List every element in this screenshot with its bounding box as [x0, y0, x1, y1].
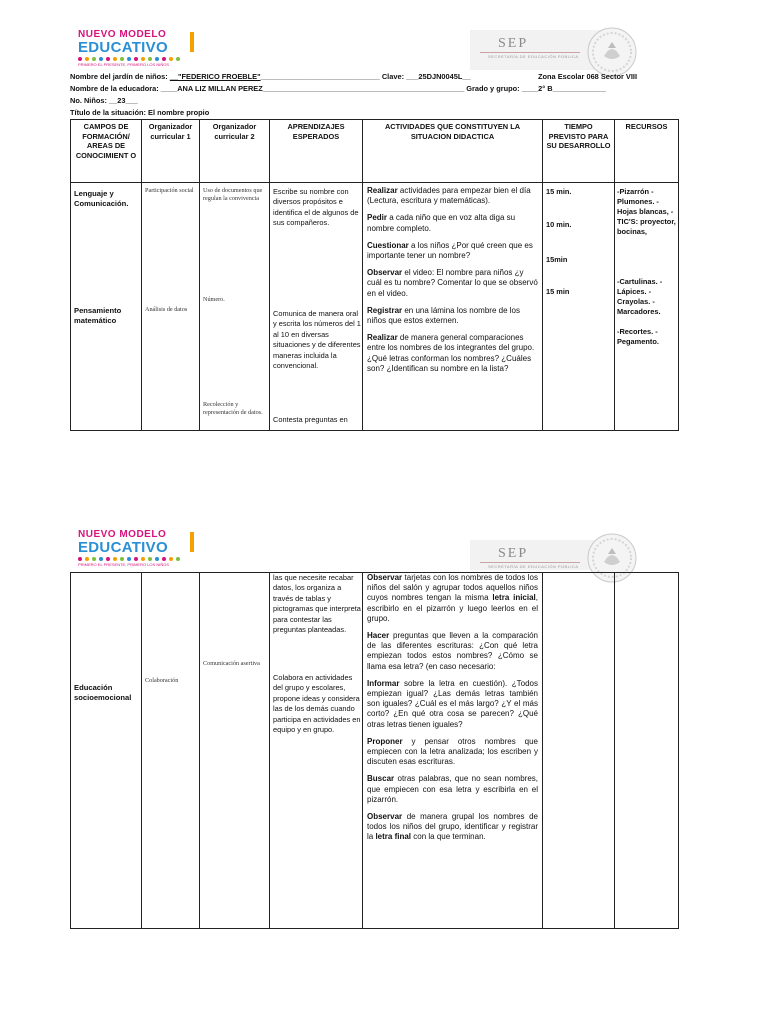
planning-table-2	[70, 572, 679, 929]
clave-label: Clave:	[381, 72, 405, 81]
recursos-grupo-1: -Pizarrón -Plumones. -Hojas blancas, -TIC'S: proyector, bocinas,	[617, 187, 676, 236]
activity-item	[367, 241, 538, 261]
aprendizajes-cell	[270, 183, 363, 431]
activity-verb: Cuestionar	[367, 240, 409, 250]
table-row	[71, 573, 679, 929]
planning-table-1	[70, 119, 679, 431]
activity-text: sobre la letra en cuestión). ¿Todos empiezan igual? ¿Las demás letras también son iguales? ¿Cuál es el más largo? ¿Y el más corto? ¿En qué otra cosa se parecen? ¿Qué otras letras tienen iguales?	[367, 678, 538, 729]
logo-bar	[190, 532, 194, 552]
header-organizador-2: Organizador curricular 2	[200, 120, 270, 183]
activity-verb: Proponer	[367, 736, 403, 746]
activity-text: a los niños ¿Por qué creen que es importante tener un nombre?	[367, 240, 533, 261]
sep-logo-line	[480, 52, 580, 53]
activity-verb: Observar	[367, 268, 403, 278]
activity-highlight: letra final	[375, 832, 412, 842]
grado-value: ____2° B_____________	[521, 84, 607, 93]
educadora-underline: _________________________________________________	[262, 84, 465, 93]
activity-item	[367, 573, 538, 624]
educadora-value: ____ANA LIZ MILLAN PEREZ	[160, 84, 263, 93]
logo-main-text: EDUCATIVO	[78, 39, 168, 56]
jardin-label: Nombre del jardín de niños:	[70, 72, 168, 81]
tiempo-1: 15 min.	[546, 187, 572, 196]
educadora-label: Nombre de la educadora:	[70, 84, 159, 93]
activity-text: el video: El nombre para niños ¿y cuál es tu nombre? Comentar lo que se observó en el video.	[367, 268, 538, 298]
activity-text: de manera grupal los nombres de todos los niños del grupo, identificar y registrar la	[367, 812, 538, 842]
activity-verb: Registrar	[367, 305, 403, 315]
ninos-line	[70, 96, 138, 105]
activity-verb: Realizar	[367, 186, 398, 195]
org2-numero: Número.	[203, 296, 225, 303]
tiempo-cell	[543, 183, 615, 431]
header-tiempo: TIEMPO PREVISTO PARA SU DESARROLLO	[543, 120, 615, 183]
activity-verb: Hacer	[367, 631, 390, 641]
mexico-seal-icon	[586, 26, 638, 78]
header-aprendizajes: APRENDIZAJES ESPERADOS	[270, 120, 363, 183]
sep-logo-subtitle: SECRETARÍA DE EDUCACIÓN PÚBLICA	[488, 54, 579, 59]
campo-pensamiento: Pensamiento matemático	[74, 306, 122, 325]
header-campos: CAMPOS DE FORMACIÓN/ AREAS DE CONOCIMIENT O	[71, 120, 142, 183]
nuevo-modelo-educativo-logo	[78, 530, 208, 570]
header-organizador-1: Organizador curricular 1	[142, 120, 200, 183]
aprendizajes-cell	[270, 573, 363, 929]
organizador-1-cell	[142, 573, 200, 929]
activity-item	[367, 333, 538, 374]
table-header-row	[71, 120, 679, 183]
activity-item	[367, 268, 538, 299]
actividades-cell	[363, 573, 543, 929]
table-row	[71, 183, 679, 431]
tiempo-4: 15 min	[546, 287, 570, 296]
activity-item	[367, 306, 538, 326]
campo-lenguaje: Lenguaje y Comunicación.	[74, 189, 129, 208]
activity-verb: Pedir	[367, 213, 388, 223]
recursos-cell	[615, 573, 679, 929]
aprendizaje-nombre: Escribe su nombre con diversos propósitos e identifica el de algunos de sus compañeros.	[273, 187, 359, 228]
clave-value: ___25DJN0045L__	[406, 72, 471, 81]
recursos-cell	[615, 183, 679, 431]
jardin-underline: _____________________________	[260, 72, 380, 81]
activity-verb: Realizar	[367, 333, 398, 343]
campo-socioemocional: Educación socioemocional	[74, 683, 132, 702]
jardin-line	[70, 72, 471, 81]
organizador-1-cell	[142, 183, 200, 431]
titulo-line	[70, 108, 209, 117]
organizador-2-cell	[200, 573, 270, 929]
campos-cell	[71, 183, 142, 431]
org2-uso-documentos: Uso de documentos que regulan la convivencia	[203, 187, 263, 202]
sep-logo-text: SEP	[498, 36, 529, 51]
activity-highlight: letra inicial	[492, 593, 536, 603]
actividades-list	[363, 573, 542, 843]
logo-bar	[190, 32, 194, 52]
logo-tagline: PRIMERO EL PRESENTE, PRIMERO LOS NIÑOS	[78, 562, 169, 567]
titulo-label: Título de la situación:	[70, 108, 146, 117]
activity-text: en una lámina los nombre de los niños que estos externen.	[367, 305, 520, 326]
activity-text: otras palabras, que no sean nombres, que empiecen con esa letra y escribirla en el pizarrón.	[367, 774, 538, 804]
tiempo-2: 10 min.	[546, 220, 572, 229]
aprendizaje-contesta: Contesta preguntas en	[273, 415, 348, 424]
header-actividades: ACTIVIDADES QUE CONSTITUYEN LA SITUACION DIDACTICA	[363, 120, 543, 183]
logo-top-text: NUEVO MODELO	[78, 29, 167, 40]
activity-verb: Informar	[367, 678, 400, 688]
org1-colaboracion: Colaboración	[145, 677, 179, 684]
activity-text: y pensar otros nombres que empiecen con la letra analizada; los escriben y discuten esas escrituras.	[367, 736, 538, 767]
aprendizaje-numeros: Comunica de manera oral y escrita los números del 1 al 10 en diversas situaciones y de diferentes maneras incluida la convencional.	[273, 309, 361, 371]
logo-dots	[78, 57, 208, 61]
jardin-value: __"FEDERICO FROEBLE"	[169, 72, 261, 81]
ninos-label: No. Niños:	[70, 96, 107, 105]
organizador-2-cell	[200, 183, 270, 431]
actividades-cell	[363, 183, 543, 431]
activity-text: de manera general comparaciones entre los nombres de los integrantes del grupo. ¿Qué letras conforman los nombres? ¿Cuáles son? ¿Identifican su nombre en la lista?	[367, 333, 535, 373]
org1-participacion: Participación social	[145, 187, 194, 194]
header-recursos: RECURSOS	[615, 120, 679, 183]
campos-cell	[71, 573, 142, 929]
activity-text-end: con la que terminan.	[411, 832, 486, 842]
org1-analisis: Análisis de datos	[145, 306, 188, 313]
activity-text: a cada niño que en voz alta diga su nombre completo.	[367, 213, 516, 233]
zona-escolar: Zona Escolar 068 Sector VIII	[538, 72, 637, 81]
activity-item	[367, 774, 538, 805]
logo-main-text: EDUCATIVO	[78, 539, 168, 556]
sep-logo-text: SEP	[498, 546, 529, 561]
grado-label: Grado y grupo:	[466, 84, 520, 93]
activity-item	[367, 631, 538, 672]
activity-verb: Observar	[367, 573, 403, 582]
tiempo-cell	[543, 573, 615, 929]
activity-item	[367, 213, 538, 233]
activity-text: actividades para empezar bien el día (Lectura, escritura y matemáticas).	[367, 186, 531, 206]
document-page-1	[0, 0, 768, 470]
org2-recoleccion: Recolección y representación de datos.	[203, 401, 263, 416]
titulo-value: El nombre propio	[148, 108, 210, 117]
recursos-grupo-3: -Recortes. -Pegamento.	[617, 327, 659, 346]
activity-text-end: , escribirlo en el pizarrón y luego leerlos en el grupo.	[367, 593, 539, 623]
actividades-list	[363, 183, 542, 384]
ninos-value: __23___	[109, 96, 138, 105]
recursos-grupo-2: -Cartulinas. -Lápices. -Crayolas. - Marcadores.	[617, 277, 663, 316]
activity-text: preguntas que lleven a la comparación de las diferentes escrituras: ¿Con qué letra empiezan todos estos nombres? ¿Cómo se llama esa letra? (en caso necesario:	[367, 631, 538, 671]
org2-comunicacion: Comunicación asertiva	[203, 660, 260, 667]
activity-item	[367, 812, 538, 843]
activity-item	[367, 737, 538, 768]
educadora-line	[70, 84, 606, 93]
aprendizaje-colabora: Colabora en actividades del grupo y escolares, propone ideas y considera las de los demás cuando participa en actividades en equipo y en grupo.	[273, 673, 361, 735]
sep-logo-line	[480, 562, 580, 563]
activity-verb: Buscar	[367, 774, 395, 784]
aprendizaje-datos: las que necesite recabar datos, los organiza a través de tablas y pictogramas que interpreta para contestar las preguntas planteadas.	[273, 573, 361, 635]
tiempo-3: 15min	[546, 255, 568, 264]
document-page-2	[0, 522, 768, 992]
logo-top-text: NUEVO MODELO	[78, 529, 167, 540]
activity-verb: Observar	[367, 812, 403, 822]
nuevo-modelo-educativo-logo	[78, 30, 208, 70]
activity-item	[367, 186, 538, 206]
logo-tagline: PRIMERO EL PRESENTE, PRIMERO LOS NIÑOS	[78, 62, 169, 67]
sep-logo-subtitle: SECRETARÍA DE EDUCACIÓN PÚBLICA	[488, 564, 579, 569]
logo-dots	[78, 557, 208, 561]
activity-item	[367, 679, 538, 730]
activity-text: tarjetas con los nombres de todos los niños del salón y agrupar todos aquellos niños cuyos nombres tengan la misma	[367, 573, 538, 603]
